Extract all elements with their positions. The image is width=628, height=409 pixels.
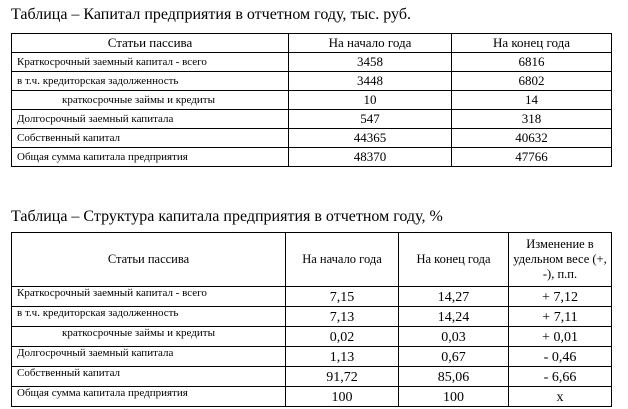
cell-start: 0,02 xyxy=(286,327,399,347)
cell-end: 14 xyxy=(452,91,612,110)
cell-end: 0,67 xyxy=(399,347,509,367)
table-row xyxy=(12,307,612,327)
table-row xyxy=(12,148,612,167)
table-row xyxy=(12,367,612,387)
cell-end: 6802 xyxy=(452,72,612,91)
cell-end: 85,06 xyxy=(399,367,509,387)
cell-start: 7,15 xyxy=(286,287,399,307)
table-header-row xyxy=(12,34,612,53)
column-header-end: На конец года xyxy=(452,34,612,53)
cell-end: 47766 xyxy=(452,148,612,167)
cell-start: 48370 xyxy=(289,148,452,167)
cell-end: 14,27 xyxy=(399,287,509,307)
row-label: краткосрочные займы и кредиты xyxy=(12,91,289,110)
cell-start: 547 xyxy=(289,110,452,129)
row-label: Общая сумма капитала предприятия xyxy=(12,387,286,407)
cell-change: - 6,66 xyxy=(509,367,612,387)
cell-change: + 7,11 xyxy=(509,307,612,327)
row-label: Собственный капитал xyxy=(12,129,289,148)
cell-end: 40632 xyxy=(452,129,612,148)
cell-change: - 0,46 xyxy=(509,347,612,367)
cell-start: 3448 xyxy=(289,72,452,91)
cell-end: 100 xyxy=(399,387,509,407)
table-row xyxy=(12,327,612,347)
cell-start: 44365 xyxy=(289,129,452,148)
cell-start: 3458 xyxy=(289,53,452,72)
column-header-start: На начало года xyxy=(286,233,399,287)
table1-title: Таблица – Капитал предприятия в отчетном году, тыс. руб. xyxy=(11,6,411,23)
table2-title: Таблица – Структура капитала предприятия в отчетном году, % xyxy=(11,208,443,225)
row-label: в т.ч. кредиторская задолженность xyxy=(12,72,289,91)
cell-start: 1,13 xyxy=(286,347,399,367)
cell-start: 100 xyxy=(286,387,399,407)
column-header-items: Статьи пассива xyxy=(12,34,289,53)
row-label: Собственный капитал xyxy=(12,367,286,387)
column-header-items: Статьи пассива xyxy=(12,233,286,287)
row-label: в т.ч. кредиторская задолженность xyxy=(12,307,286,327)
table-row xyxy=(12,129,612,148)
row-label: Долгосрочный заемный капитала xyxy=(12,110,289,129)
column-header-start: На начало года xyxy=(289,34,452,53)
cell-start: 7,13 xyxy=(286,307,399,327)
table-row xyxy=(12,91,612,110)
cell-start: 91,72 xyxy=(286,367,399,387)
cell-change: x xyxy=(509,387,612,407)
row-label: Краткосрочный заемный капитал - всего xyxy=(12,287,286,307)
column-header-end: На конец года xyxy=(399,233,509,287)
cell-change: + 0,01 xyxy=(509,327,612,347)
cell-change: + 7,12 xyxy=(509,287,612,307)
cell-end: 6816 xyxy=(452,53,612,72)
column-header-change: Изменение в удельном весе (+, -), п.п. xyxy=(509,233,612,287)
row-label: Долгосрочный заемный капитала xyxy=(12,347,286,367)
row-label: Краткосрочный заемный капитал - всего xyxy=(12,53,289,72)
table-row xyxy=(12,72,612,91)
cell-end: 0,03 xyxy=(399,327,509,347)
row-label: Общая сумма капитала предприятия xyxy=(12,148,289,167)
cell-end: 14,24 xyxy=(399,307,509,327)
table-row xyxy=(12,287,612,307)
table-row xyxy=(12,347,612,367)
cell-end: 318 xyxy=(452,110,612,129)
cell-start: 10 xyxy=(289,91,452,110)
table-row xyxy=(12,387,612,407)
table-row xyxy=(12,53,612,72)
row-label: краткосрочные займы и кредиты xyxy=(12,327,286,347)
table-row xyxy=(12,110,612,129)
table-header-row xyxy=(12,233,612,287)
capital-table xyxy=(11,33,612,167)
capital-structure-table xyxy=(11,232,612,407)
